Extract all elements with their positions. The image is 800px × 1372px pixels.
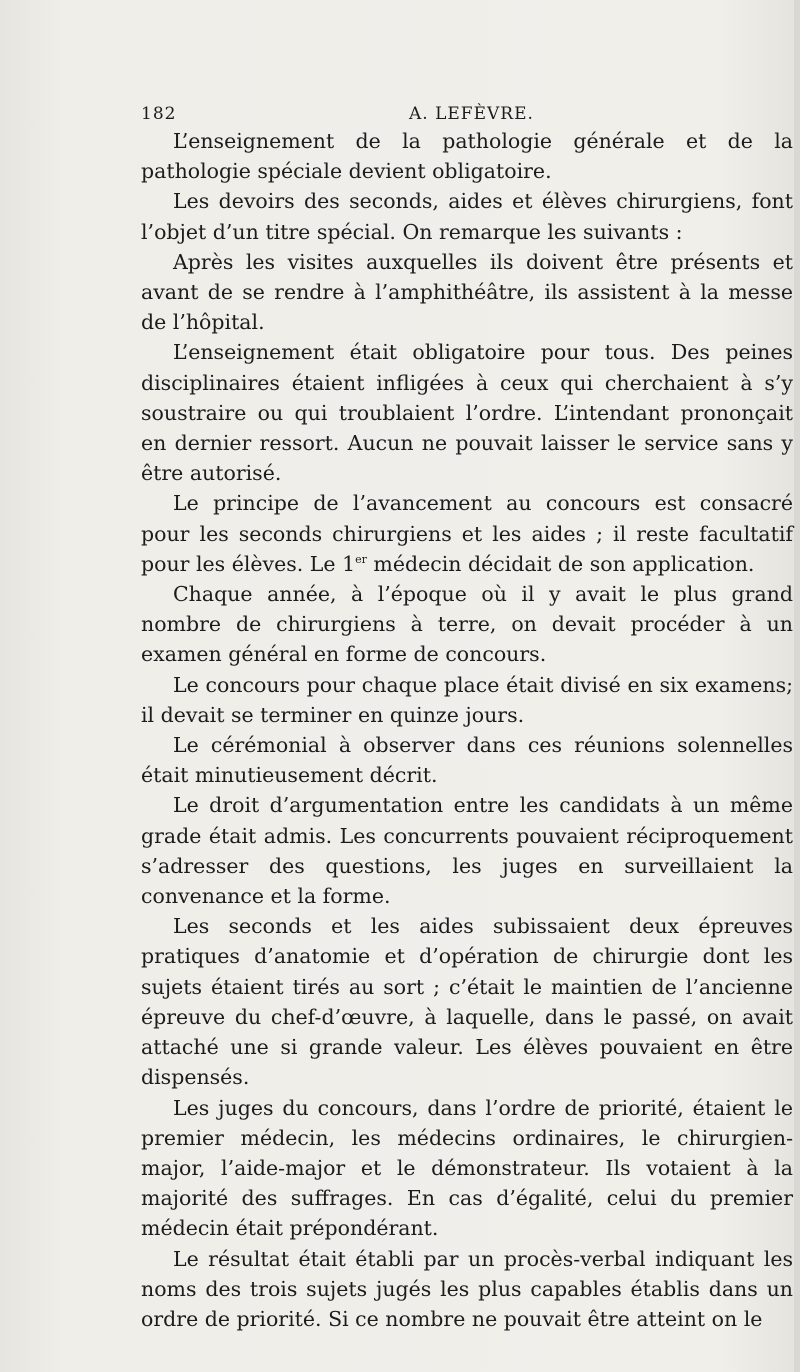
paragraph: Le droit d’argumentation entre les candidats à un même grade était admis. Les concurrents pouvaient réciproquement s’adresser des questions, les juges en surveillaient la convenance et la forme. <box>141 793 793 909</box>
paragraph-text: Le principe de l’avancement au concours est consacré pour les seconds chirurgiens et les aides ; il reste facultatif pour les élèves. Le <box>141 491 793 576</box>
paragraph: Les devoirs des seconds, aides et élèves chirurgiens, font l’objet d’un titre spécial. On remarque les suivants : <box>141 189 793 244</box>
page-edge <box>794 0 800 1372</box>
paragraph: Après les visites auxquelles ils doivent être présents et avant de se rendre à l’amphithéâtre, ils assistent à la messe de l’hôpital. <box>141 249 793 335</box>
paragraph: Le cérémonial à observer dans ces réunions solennelles était minutieusement décrit. <box>141 733 793 788</box>
paragraph: Le résultat était établi par un procès-verbal indiquant les noms des trois sujets jugés les plus capables établis dans un ordre de priorité. Si ce nombre ne pouvait être atteint on le <box>141 1246 793 1331</box>
paragraph-text: médecin décidait de son application. <box>366 551 755 576</box>
running-head <box>141 104 793 128</box>
paragraph <box>141 488 793 579</box>
ordinal-number: 1 <box>342 551 356 576</box>
running-head-author: A. LEFÈVRE. <box>409 104 534 124</box>
ordinal-suffix: er <box>355 553 367 567</box>
paragraph: L’enseignement de la pathologie générale et de la pathologie spéciale devient obligatoire. <box>141 129 793 184</box>
paragraph: Chaque année, à l’époque où il y avait le plus grand nombre de chirurgiens à terre, on devait procéder à un examen général en forme de concours. <box>141 582 793 667</box>
paragraph: L’enseignement était obligatoire pour tous. Des peines disciplinaires étaient infligées à ceux qui cherchaient à s’y soustraire ou qui troublaient l’ordre. L’intendant prononçait en dernier ressort. Aucun ne pouvait laisser le service sans y être autorisé. <box>141 340 793 486</box>
paragraph: Le concours pour chaque place était divisé en six examens; il devait se terminer en quinze jours. <box>141 672 793 727</box>
page-number: 182 <box>141 104 177 124</box>
paragraph: Les juges du concours, dans l’ordre de priorité, étaient le premier médecin, les médecins ordinaires, le chirurgien-major, l’aide-major et le démonstrateur. Ils votaient à la majorité des suffrages. En cas d’égalité, celui du premier médecin était prépondérant. <box>141 1095 793 1241</box>
paragraph: Les seconds et les aides subissaient deux épreuves pratiques d’anatomie et d’opération de chirurgie dont les sujets étaient tirés au sort ; c’était le maintien de l’ancienne épreuve du chef-d’œuvre, à laquelle, dans le passé, on avait attaché une si grande valeur. Les élèves pouvaient en être dispensés. <box>141 914 793 1090</box>
body-text <box>141 126 793 1334</box>
